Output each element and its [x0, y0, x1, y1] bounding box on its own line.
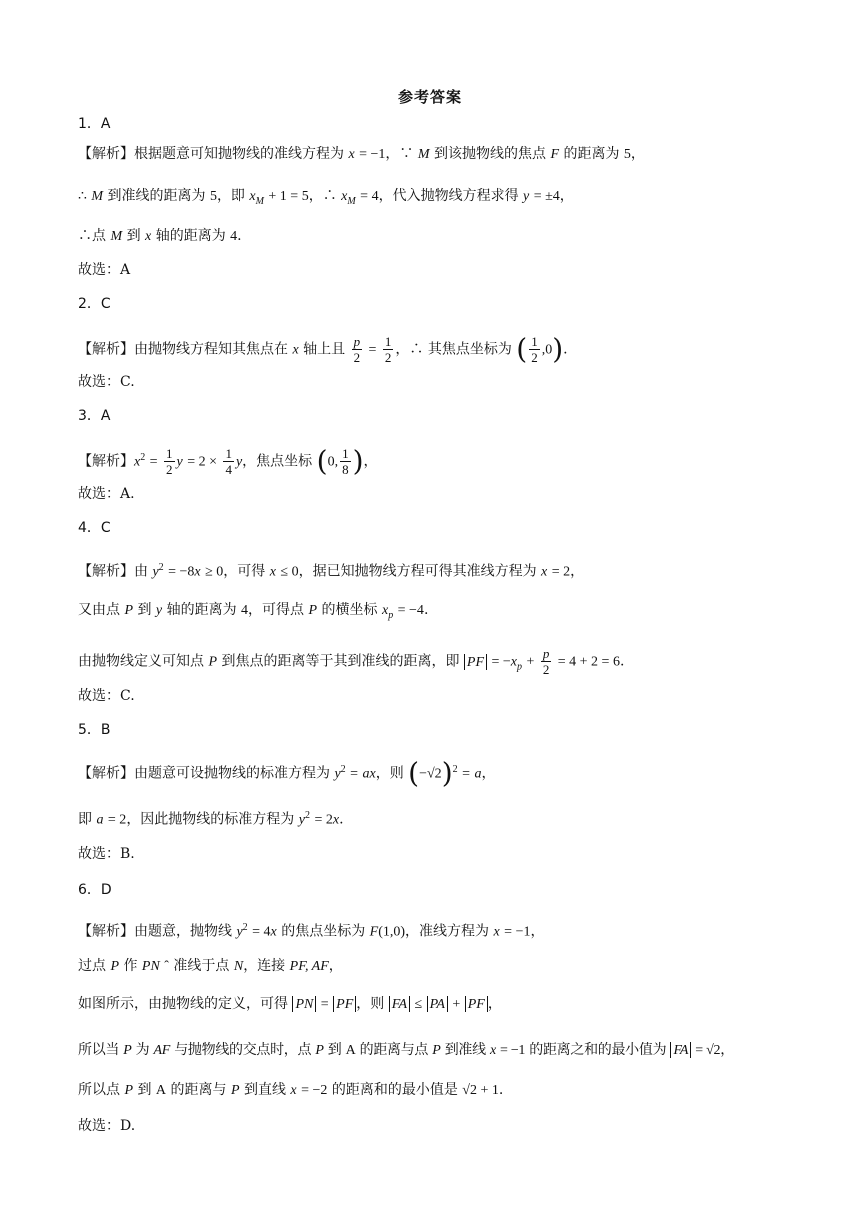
- answer-4-conclusion: 故选：C.: [78, 688, 135, 704]
- answer-2-number: 2．C: [78, 296, 111, 312]
- answer-3-conclusion: 故选：A.: [78, 486, 135, 502]
- answer-1-line-2: ∴ M 到准线的距离为 5，即 $x_M + 1 = 5$，∴ $x_M = 4$，代入抛物线方程求得 y = ±4，: [78, 188, 574, 207]
- answer-4-line-2: 又由点 P 到 y 轴的距离为 4，可得点 P 的横坐标 $x_p = -4$.: [78, 602, 429, 621]
- answer-1-line-1: 【解析】根据题意可知抛物线的准线方程为 x = −1，∵ M 到该抛物线的焦点 F 的距离为 5，: [78, 146, 645, 162]
- answer-5-line-2: 即 a = 2，因此抛物线的标准方程为 $y^2 = 2x$.: [78, 810, 344, 828]
- answer-3-number: 3．A: [78, 408, 111, 424]
- answer-5-line-1: 【解析】由题意可设抛物线的标准方程为 $y^2$ = ax，则 $(-√2)^2 = a$，: [78, 756, 496, 790]
- answer-4-line-3: 由抛物线定义可知点 P 到焦点的距离等于其到准线的距离，即 PF = $-x_p$ + $\frac{p}{2}$ = 4 + 2 = 6.: [78, 646, 625, 677]
- answer-5-number: 5．B: [78, 722, 111, 738]
- answer-6-line-2: 过点 P 作 PN ˆ 准线于点 N，连接 PF, AF，: [78, 958, 343, 974]
- page-title: 参考答案: [397, 88, 462, 106]
- answer-1-conclusion: 故选：A: [78, 262, 131, 278]
- answer-4-line-1: 【解析】由 $y^2 = -8x \ge 0$，可得 x ≤ 0，据已知抛物线方程可得其准线方程为 x = 2，: [78, 562, 585, 580]
- answer-3-line-1: 【解析】$x^2$ = $\frac{1}{2}$ y = 2 × $\frac{1}{4}$ y，焦点坐标 (0, $\frac{1}{8}$ )，: [78, 444, 378, 478]
- answer-2-line-1: 【解析】由抛物线方程知其焦点在 x 轴上且 $\frac{p}{2}$ = $\frac{1}{2}$ ，∴ 其焦点坐标为 ( $\frac{1}{2}$ ,0).: [78, 332, 568, 366]
- answer-1-line-3: ∴点 M 到 x 轴的距离为 4.: [78, 228, 242, 244]
- answer-6-line-4: 所以当 P 为 AF 与抛物线的交点时，点 P 到 A 的距离与点 P 到准线 x = −1 的距离之和的最小值为 FA = √2，: [78, 1042, 734, 1058]
- answer-4-number: 4．C: [78, 520, 111, 536]
- answer-5-conclusion: 故选：B.: [78, 846, 135, 862]
- answer-1-number: 1．A: [78, 116, 111, 132]
- answer-6-line-3: 如图所示，由抛物线的定义，可得 PN = PF ，则 FA ≤ PA + PF ，: [78, 996, 502, 1012]
- answer-6-conclusion: 故选：D.: [78, 1118, 136, 1134]
- answer-6-line-5: 所以点 P 到 A 的距离与 P 到直线 x = −2 的距离和的最小值是 √2 + 1.: [78, 1082, 504, 1098]
- answer-6-line-1: 【解析】由题意，抛物线 $y^2 = 4x$ 的焦点坐标为 F(1,0)，准线方程为 x = −1，: [78, 922, 545, 940]
- answer-6-number: 6．D: [78, 882, 112, 898]
- answer-2-conclusion: 故选：C.: [78, 374, 135, 390]
